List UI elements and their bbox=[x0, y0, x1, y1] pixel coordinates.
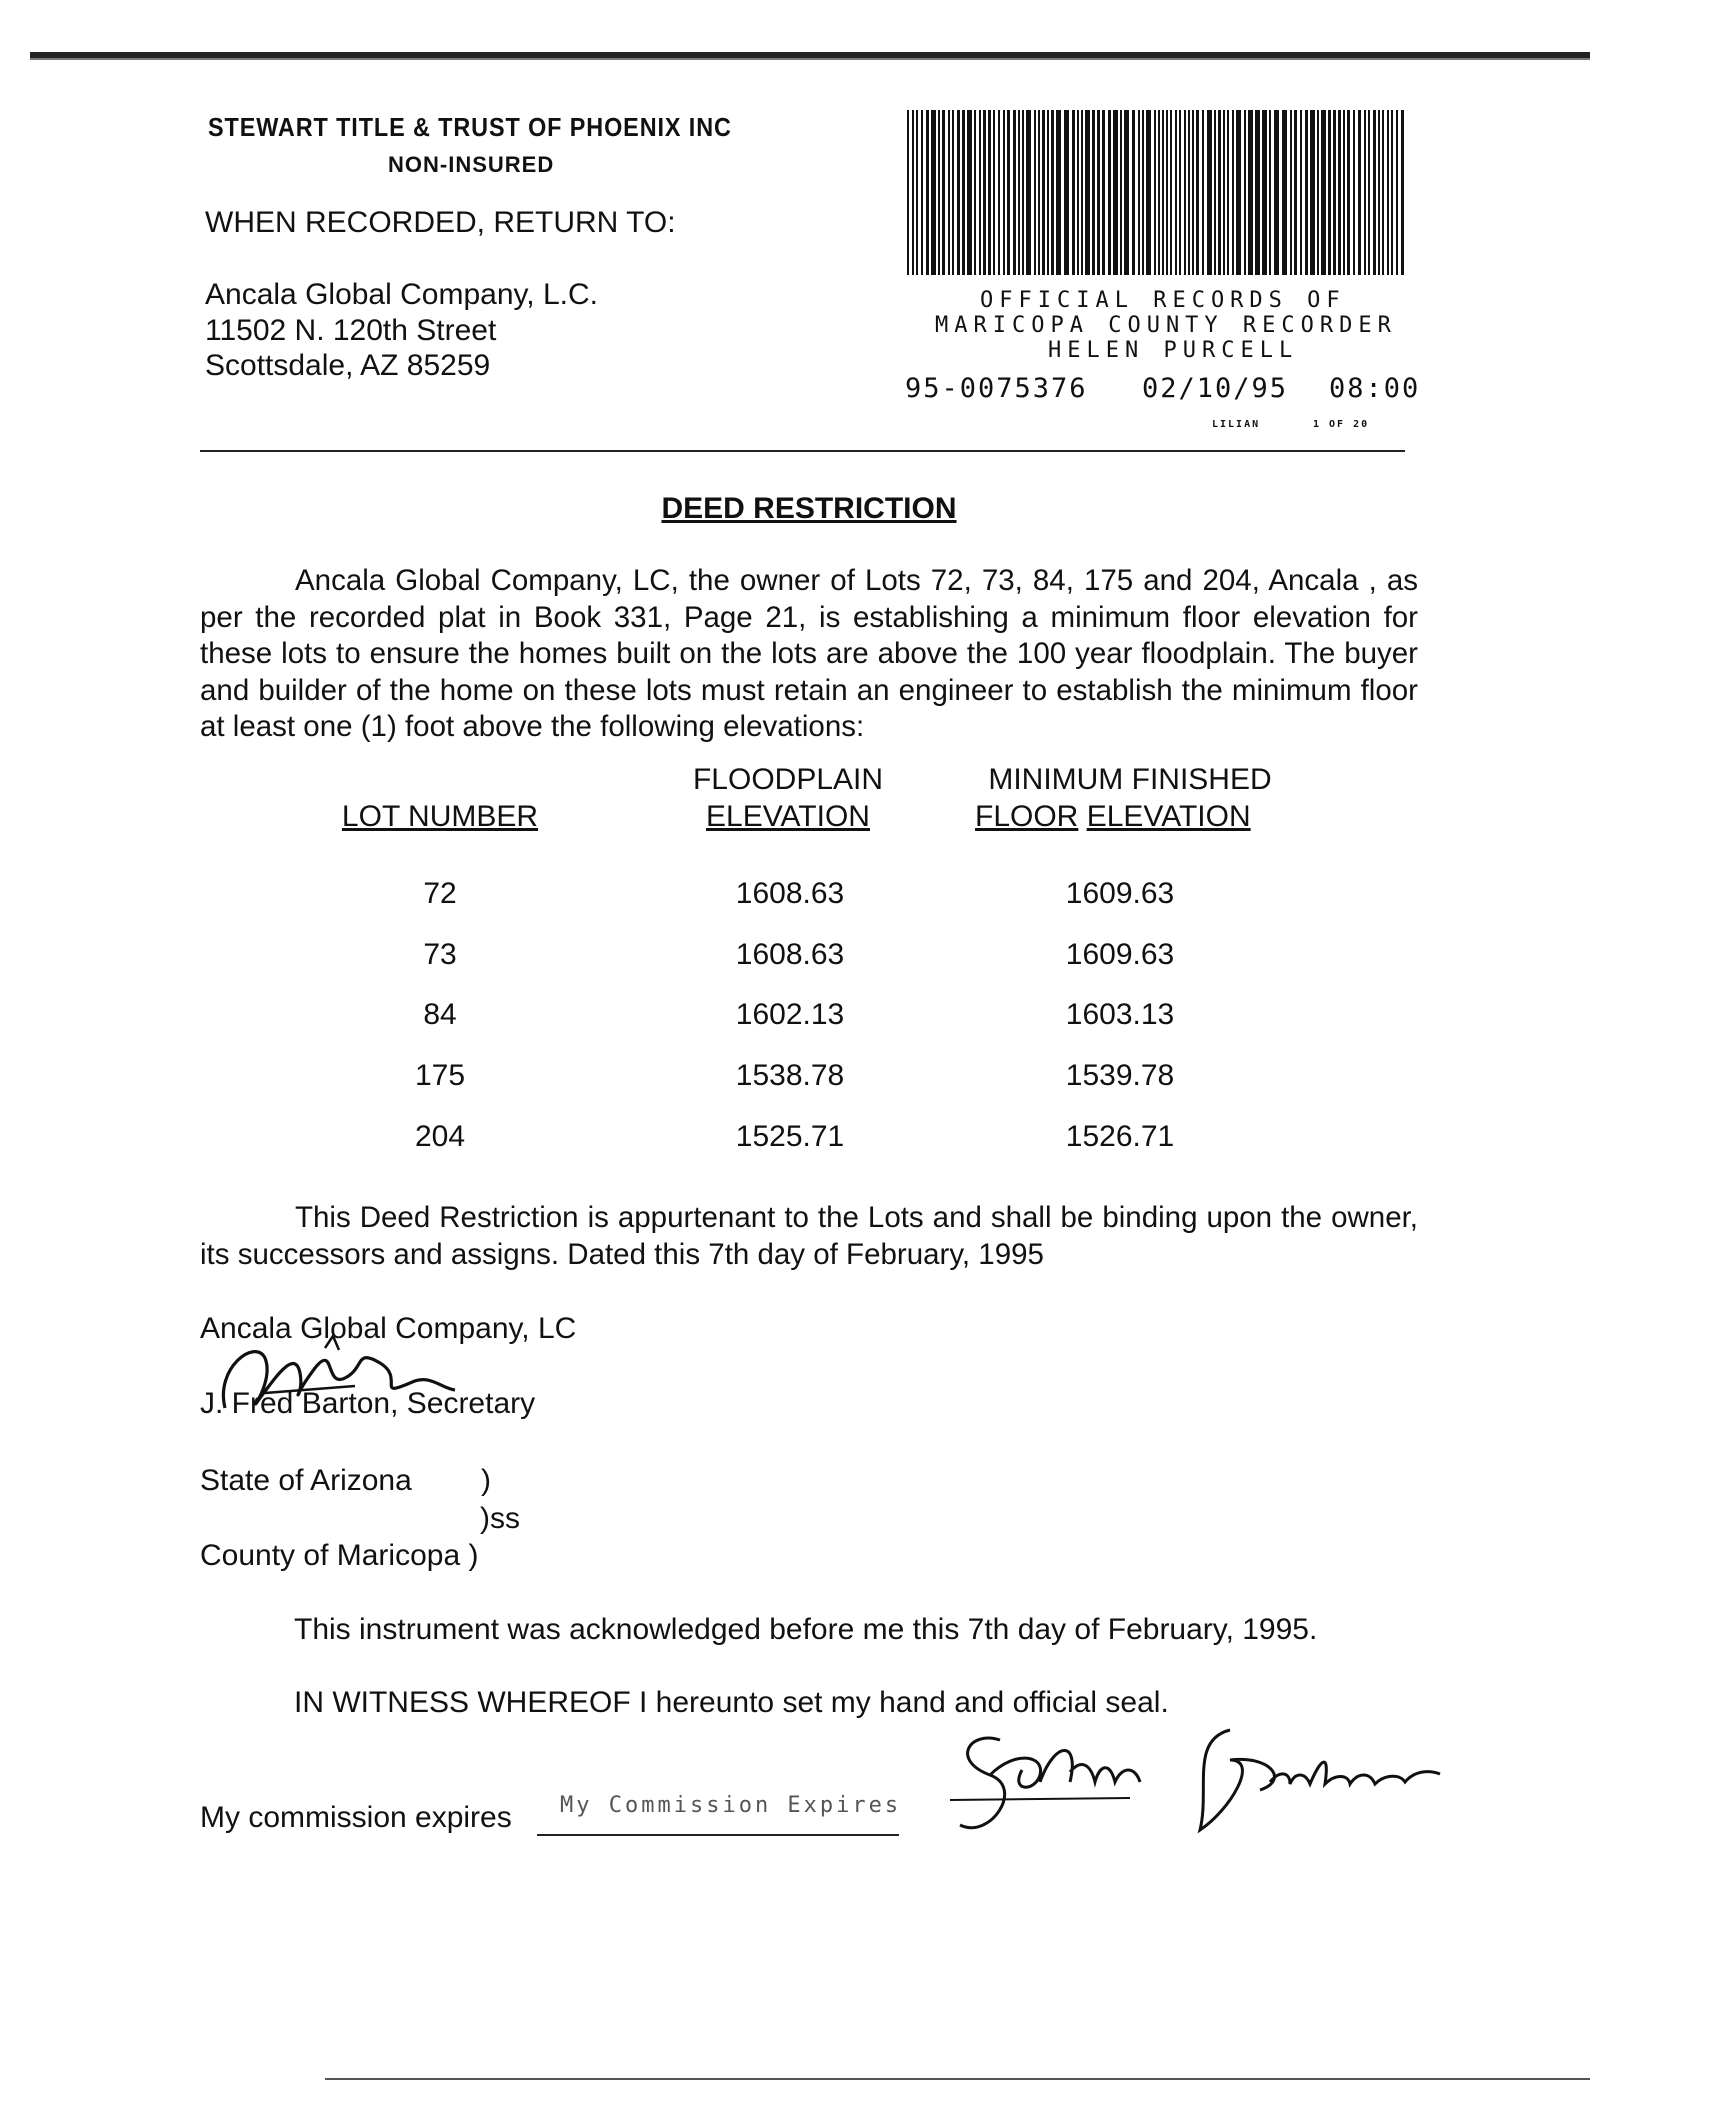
return-to-label: WHEN RECORDED, RETURN TO: bbox=[205, 206, 676, 239]
table-cell-lot: 72 bbox=[423, 877, 457, 910]
state-paren: ) bbox=[481, 1464, 491, 1497]
recording-number: 95-0075376 bbox=[905, 373, 1088, 404]
table-cell-floodplain: 1602.13 bbox=[735, 998, 845, 1031]
recorder-line-3: HELEN PURCELL bbox=[1048, 338, 1299, 363]
return-address-line-1: Ancala Global Company, L.C. bbox=[205, 278, 598, 311]
lot-number-header: LOT NUMBER bbox=[341, 800, 539, 833]
return-address-line-3: Scottsdale, AZ 85259 bbox=[205, 349, 491, 382]
recording-time: 08:00 bbox=[1329, 373, 1421, 404]
table-cell-min-floor: 1539.78 bbox=[1065, 1059, 1175, 1092]
intro-text: Ancala Global Company, LC, the owner of Lots 72, 73, 84, 175 and 204, Ancala , as per the recorded plat in Book 331, Page 21, is establishing a minimum floor elevation for these lots to ensure the homes built on the lots are above the 100 year floodplain. The buyer and builder of the home on these lots must retain an engineer to establish the minimum floor at least one (1) foot above the following elevations: bbox=[200, 564, 1418, 743]
return-address-line-2: 11502 N. 120th Street bbox=[205, 314, 497, 347]
barcode-image bbox=[907, 110, 1405, 275]
state-line: State of Arizona bbox=[200, 1464, 412, 1497]
county-line: County of Maricopa ) bbox=[200, 1539, 479, 1572]
commission-line bbox=[537, 1834, 899, 1836]
table-cell-lot: 73 bbox=[423, 938, 457, 971]
document-title: DEED RESTRICTION bbox=[661, 492, 957, 525]
closing-paragraph bbox=[200, 1200, 1418, 1273]
header-divider bbox=[200, 450, 1405, 452]
floodplain-header-top: FLOODPLAIN bbox=[692, 763, 884, 796]
page-bottom-line bbox=[325, 2078, 1590, 2080]
non-insured-note: NON-INSURED bbox=[388, 152, 555, 177]
signer-name: J. Fred Barton, Secretary bbox=[200, 1387, 536, 1420]
recording-clerk: LILIAN bbox=[1212, 419, 1261, 430]
notary-signature-image bbox=[930, 1700, 1480, 1860]
witness-text: IN WITNESS WHEREOF I hereunto set my hand and official seal. bbox=[294, 1686, 1169, 1719]
table-cell-min-floor: 1526.71 bbox=[1065, 1120, 1175, 1153]
floor-word: FLOOR bbox=[975, 800, 1079, 833]
scan-edge-bar-shadow bbox=[30, 58, 1590, 60]
signer-company: Ancala Global Company, LC bbox=[200, 1312, 577, 1345]
ss-line: )ss bbox=[480, 1502, 520, 1535]
table-cell-lot: 175 bbox=[414, 1059, 466, 1092]
min-floor-header-bottom bbox=[975, 798, 1251, 835]
closing-text: This Deed Restriction is appurtenant to the Lots and shall be binding upon the owner, its successors and assigns. Dated this 7th day of February, 1995 bbox=[200, 1201, 1418, 1271]
table-cell-floodplain: 1525.71 bbox=[735, 1120, 845, 1153]
table-cell-floodplain: 1608.63 bbox=[735, 938, 845, 971]
commission-label: My commission expires bbox=[200, 1801, 512, 1834]
table-cell-min-floor: 1609.63 bbox=[1065, 877, 1175, 910]
intro-paragraph bbox=[200, 563, 1418, 746]
table-cell-lot: 84 bbox=[423, 998, 457, 1031]
table-cell-lot: 204 bbox=[414, 1120, 466, 1153]
commission-expiry-stamp: My Commission Expires bbox=[560, 1793, 902, 1818]
floodplain-header-bottom: ELEVATION bbox=[706, 800, 870, 833]
table-cell-min-floor: 1609.63 bbox=[1065, 938, 1175, 971]
min-floor-header-top: MINIMUM FINISHED bbox=[988, 763, 1272, 796]
table-cell-min-floor: 1603.13 bbox=[1065, 998, 1175, 1031]
table-cell-floodplain: 1538.78 bbox=[735, 1059, 845, 1092]
recorder-line-2: MARICOPA COUNTY RECORDER bbox=[935, 313, 1397, 338]
elevation-word: ELEVATION bbox=[1086, 800, 1251, 833]
recording-date: 02/10/95 bbox=[1142, 373, 1289, 404]
recording-page-count: 1 OF 20 bbox=[1313, 419, 1370, 430]
title-company-header: STEWART TITLE & TRUST OF PHOENIX INC bbox=[208, 112, 732, 142]
acknowledgement-text: This instrument was acknowledged before me this 7th day of February, 1995. bbox=[294, 1613, 1318, 1646]
table-cell-floodplain: 1608.63 bbox=[735, 877, 845, 910]
recorder-line-1: OFFICIAL RECORDS OF bbox=[980, 288, 1346, 313]
